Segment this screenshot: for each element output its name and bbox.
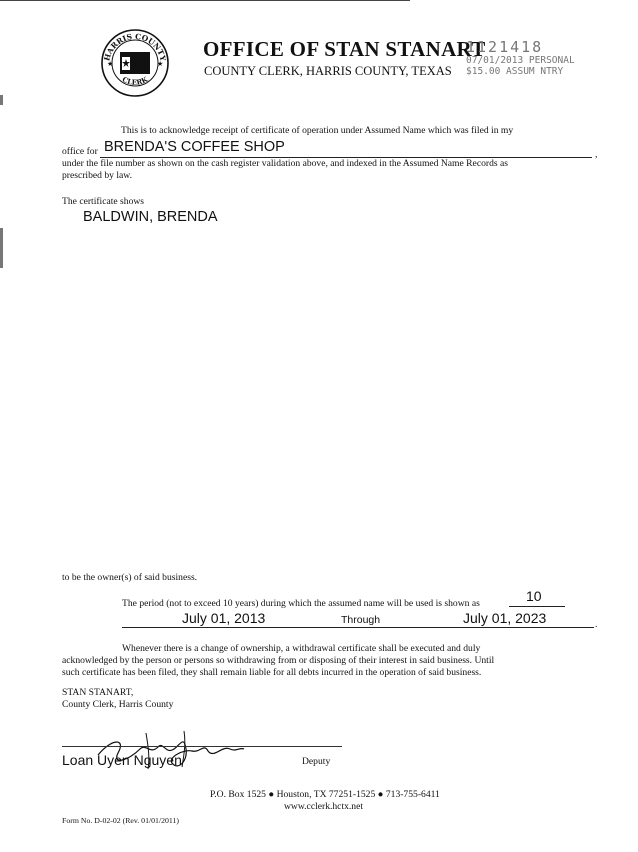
owners-statement: to be the owner(s) of said business. (62, 572, 198, 583)
validation-line-date: 07/01/2013 PERSONAL (466, 55, 575, 66)
cash-register-validation (466, 40, 575, 77)
county-clerk-seal (100, 28, 170, 98)
date-range-line (122, 627, 594, 628)
svg-text:CLERK (121, 74, 150, 87)
business-line-end: , (595, 149, 598, 160)
clerk-website: www.cclerk.hctx.net (284, 801, 364, 812)
scan-edge-mark (0, 228, 3, 268)
office-title: OFFICE OF STAN STANART (203, 37, 486, 61)
owner-name: BALDWIN, BRENDA (83, 209, 218, 225)
form-number: Form No. D-02-02 (Rev. 01/01/2011) (62, 816, 180, 825)
clerk-name: STAN STANART, (62, 687, 134, 698)
withdrawal-text-line1: Whenever there is a change of ownership, a withdrawal certificate shall be executed and duly (122, 643, 481, 654)
filing-text-line1: under the file number as shown on the cash register validation above, and indexed in the Assumed Name Records as (62, 158, 508, 169)
period-years: 10 (526, 588, 542, 604)
svg-text:★: ★ (157, 60, 164, 68)
scan-top-rule (0, 0, 410, 1)
office-for-label: office for (62, 146, 98, 157)
svg-text:★: ★ (107, 60, 114, 68)
deputy-name: Loan Uyen Nguyen (62, 752, 182, 768)
deputy-label: Deputy (302, 756, 331, 767)
through-label: Through (341, 614, 381, 626)
clerk-address: P.O. Box 1525 ● Houston, TX 77251-1525 ● 713-755-6411 (210, 789, 440, 800)
end-date: July 01, 2023 (463, 610, 547, 626)
intro-text: This is to acknowledge receipt of certificate of operation under Assumed Name which was filed in my (121, 125, 514, 136)
withdrawal-text-line2: acknowledged by the person or persons so withdrawing from or disposing of their interest in said business. Until (62, 655, 495, 666)
start-date: July 01, 2013 (182, 610, 266, 626)
validation-line-fee: $15.00 ASSUM NTRY (466, 66, 564, 77)
business-name: BRENDA'S COFFEE SHOP (104, 139, 285, 155)
period-text: The period (not to exceed 10 years) during which the assumed name will be used is shown as (122, 598, 480, 609)
office-subtitle: COUNTY CLERK, HARRIS COUNTY, TEXAS (204, 64, 452, 78)
date-line-end: . (595, 619, 598, 630)
period-years-line (509, 606, 565, 607)
signature-line (62, 746, 342, 747)
validation-number: 1121418 (466, 38, 544, 56)
filing-text-line2: prescribed by law. (62, 170, 132, 181)
seal-text-top: HARRIS COUNTY (102, 31, 168, 62)
certificate-shows-label: The certificate shows (62, 196, 145, 207)
seal-text-bottom: CLERK (120, 74, 150, 87)
scan-edge-mark (0, 95, 3, 105)
clerk-title: County Clerk, Harris County (62, 699, 174, 710)
withdrawal-text-line3: such certificate has been filed, they shall remain liable for all debts incurred in the operation of said business. (62, 667, 482, 678)
